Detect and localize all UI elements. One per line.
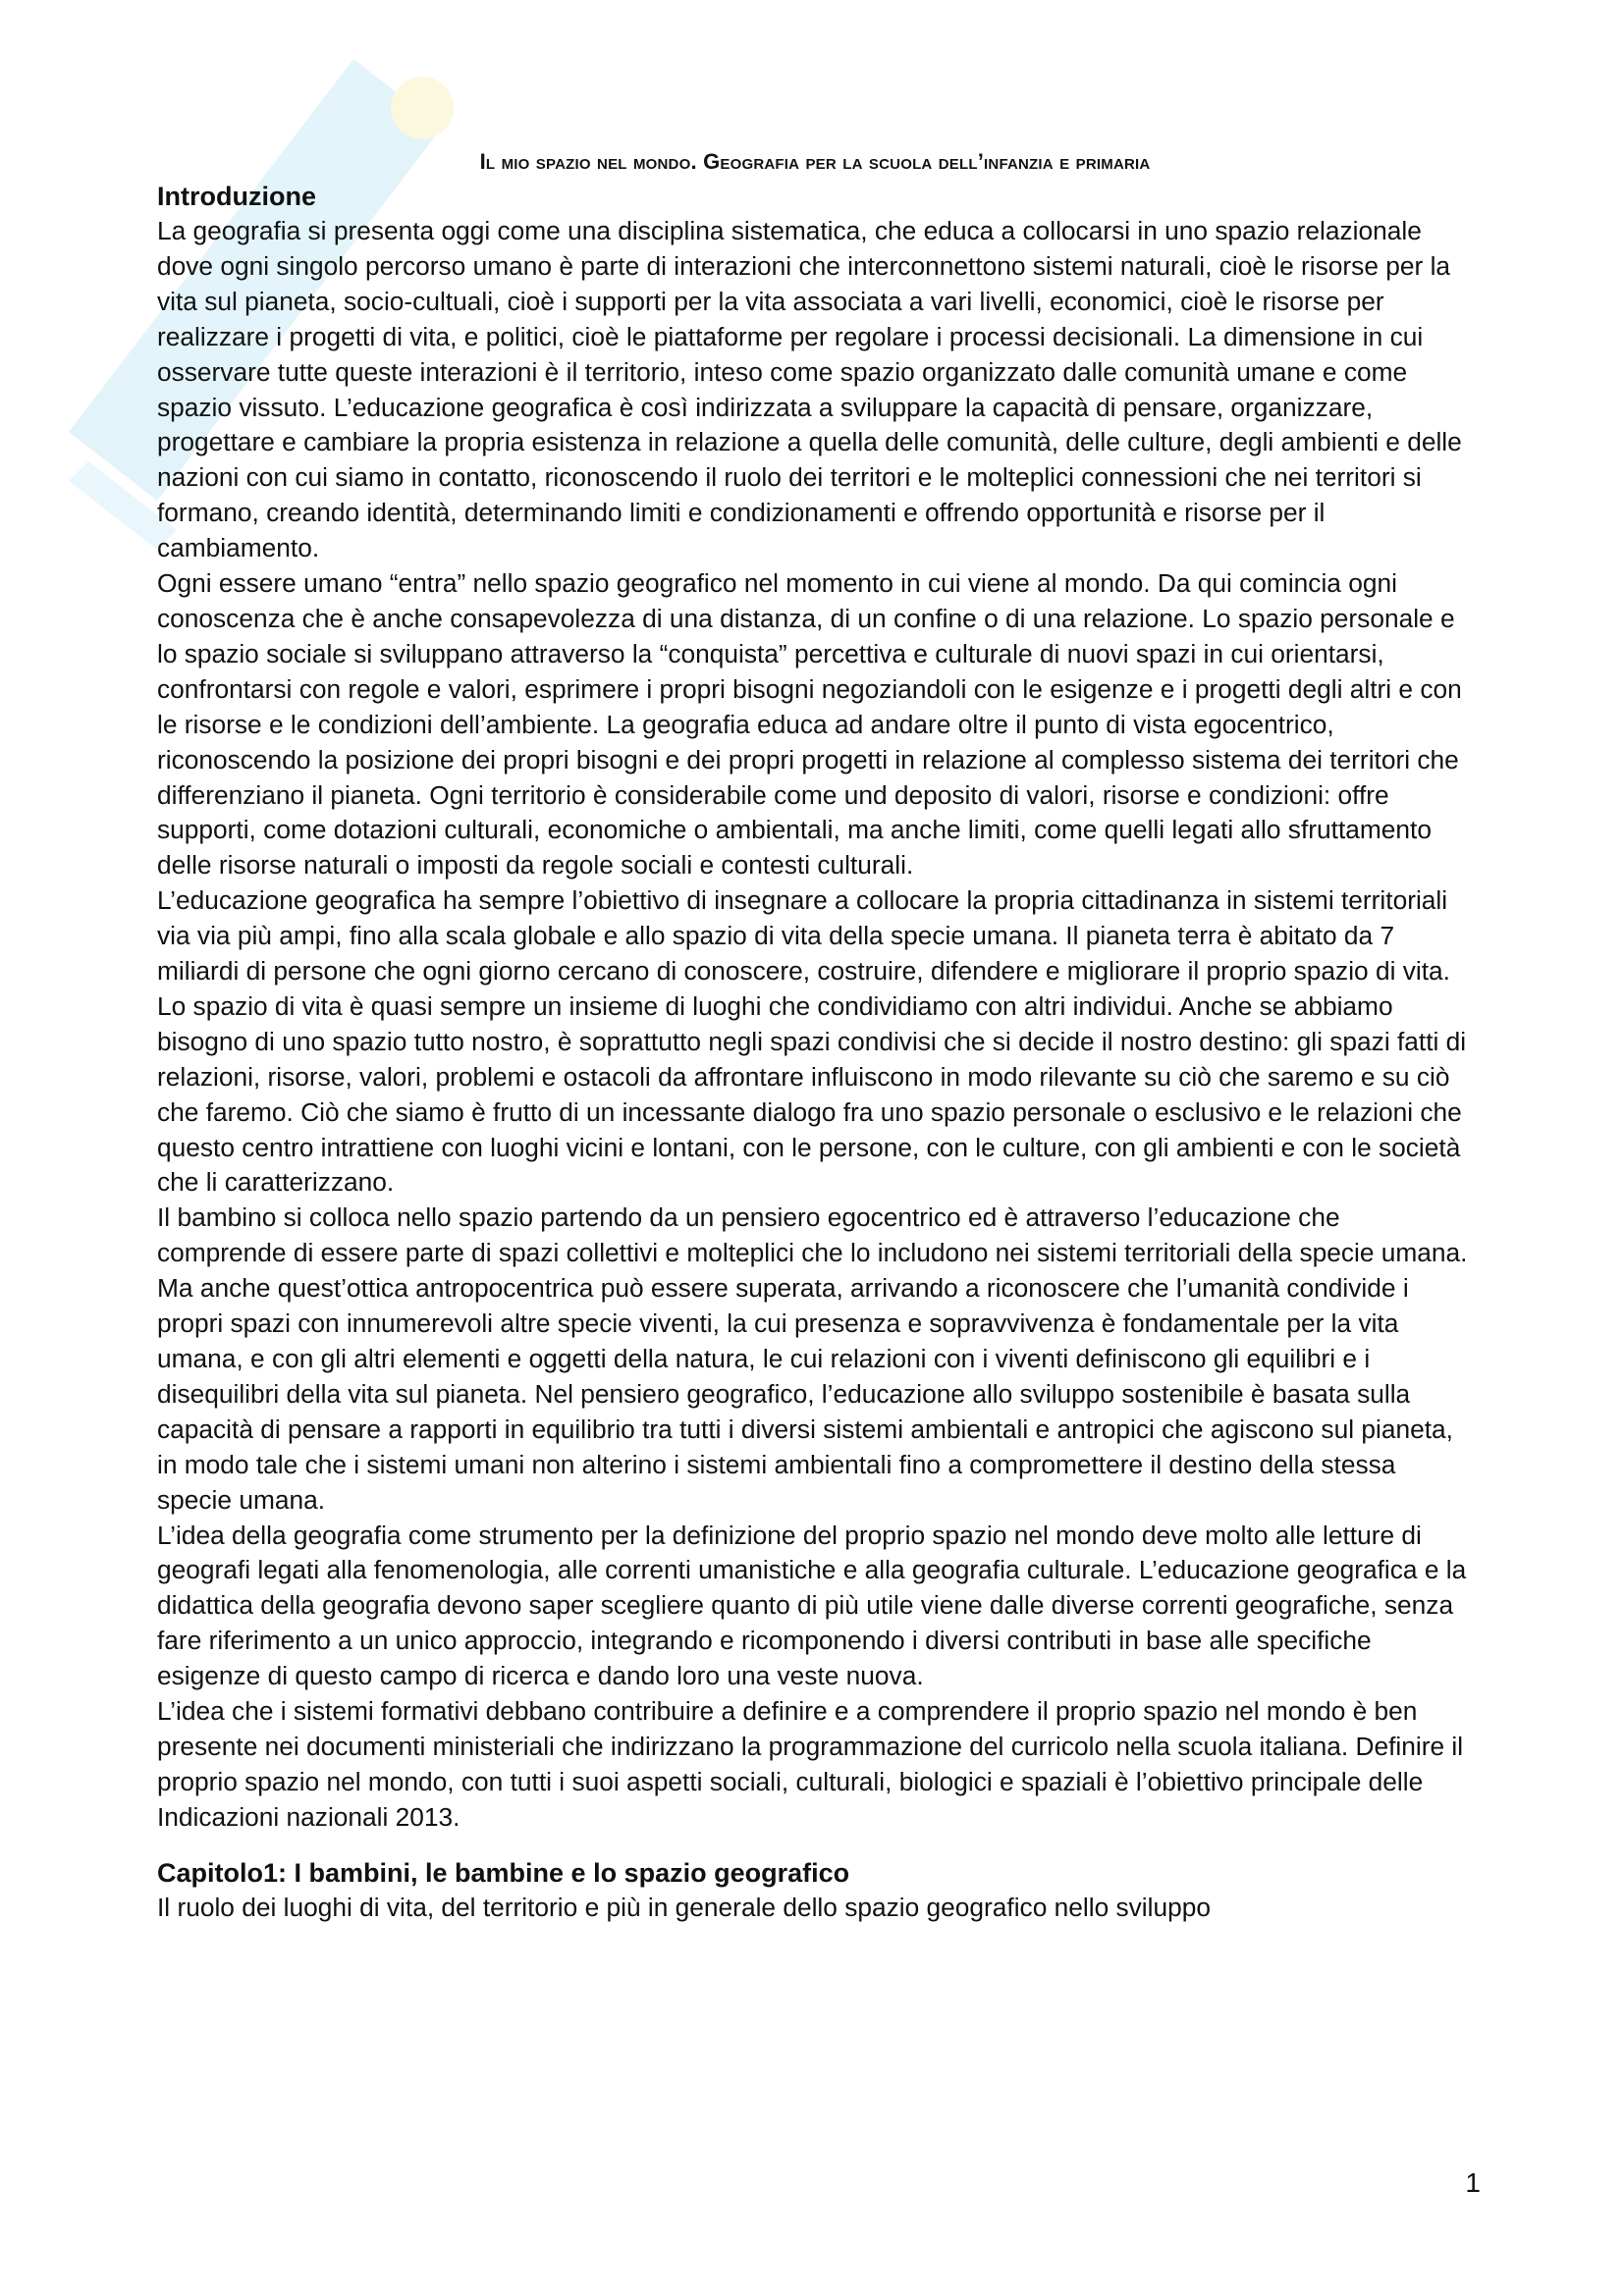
chapter-heading: Capitolo1: I bambini, le bambine e lo spazio geografico: [157, 1857, 850, 1888]
paragraph-4: Il bambino si colloca nello spazio partendo da un pensiero egocentrico ed è attraverso l’educazione che comprende di essere parte di spazi collettivi e molteplici che lo includono nei sistemi territoriali della specie umana. Ma anche quest’ottica antropocentrica può essere superata, arrivando a riconoscere che l’umanità condivide i propri spazi con innumerevoli altre specie viventi, la cui presenza e sopravvivenza è fondamentale per la vita umana, e con gli altri elementi e oggetti della natura, le cui relazioni con i viventi definiscono gli equilibri e i disequilibri della vita sul pianeta. Nel pensiero geografico, l’educazione allo sviluppo sostenibile è basata sulla capacità di pensare a rapporti in equilibrio tra tutti i diversi sistemi ambientali e antropici che agiscono sul pianeta, in modo tale che i sistemi umani non alterino i sistemi ambientali fino a compromettere il destino della stessa specie umana.: [157, 1202, 1468, 1515]
section-spacer: [157, 1836, 1473, 1855]
chapter-paragraph: Il ruolo dei luoghi di vita, del territorio e più in generale dello spazio geografico nello sviluppo: [157, 1892, 1211, 1922]
introduction-heading: Introduzione: [157, 182, 316, 211]
document-title: Il mio spazio nel mondo. Geografia per la scuola dell’infanzia e primaria: [479, 149, 1151, 174]
document-page: [157, 147, 1473, 1926]
paragraph-6: L’idea che i sistemi formativi debbano contribuire a definire e a comprendere il proprio spazio nel mondo è ben presente nei documenti ministeriali che indirizzano la programmazione del curricolo nella scuola italiana. Definire il proprio spazio nel mondo, con tutti i suoi aspetti sociali, culturali, biologici e spaziali è l’obiettivo principale delle Indicazioni nazionali 2013.: [157, 1696, 1464, 1832]
paragraph-3: L’educazione geografica ha sempre l’obiettivo di insegnare a collocare la propria cittadinanza in sistemi territoriali via via più ampi, fino alla scala globale e allo spazio di vita della specie umana. Il pianeta terra è abitato da 7 miliardi di persone che ogni giorno cercano di conoscere, costruire, difendere e migliorare il proprio spazio di vita. Lo spazio di vita è quasi sempre un insieme di luoghi che condividiamo con altri individui. Anche se abbiamo bisogno di uno spazio tutto nostro, è soprattutto negli spazi condivisi che si decide il nostro destino: gli spazi fatti di relazioni, risorse, valori, problemi e ostacoli da affrontare influiscono in modo rilevante su ciò che saremo e su ciò che faremo. Ciò che siamo è frutto di un incessante dialogo fra uno spazio personale o esclusivo e le relazioni che questo centro intrattiene con luoghi vicini e lontani, con le persone, con le culture, con gli ambienti e con le società che li caratterizzano.: [157, 885, 1467, 1198]
paragraph-2: Ogni essere umano “entra” nello spazio geografico nel momento in cui viene al mondo. Da qui comincia ogni conoscenza che è anche consapevolezza di una distanza, di un confine o di una relazione. Lo spazio personale e lo spazio sociale si sviluppano attraverso la “conquista” percettiva e culturale di nuovi spazi in cui orientarsi, confrontarsi con regole e valori, esprimere i propri bisogni negoziandoli con le esigenze e i progetti degli altri e con le risorse e le condizioni dell’ambiente. La geografia educa ad andare oltre il punto di vista egocentrico, riconoscendo la posizione dei propri bisogni e dei propri progetti in relazione al complesso sistema dei territori che differenziano il pianeta. Ogni territorio è considerabile come und deposito di valori, risorse e condizioni: offre supporti, come dotazioni culturali, economiche o ambientali, ma anche limiti, come quelli legati allo sfruttamento delle risorse naturali o imposti da regole sociali e contesti culturali.: [157, 568, 1462, 881]
page-number: 1: [1465, 2167, 1481, 2198]
paragraph-1: La geografia si presenta oggi come una disciplina sistematica, che educa a collocarsi in uno spazio relazionale dove ogni singolo percorso umano è parte di interazioni che interconnettono sistemi naturali, cioè le risorse per la vita sul pianeta, socio-cultuali, cioè i supporti per la vita associata a vari livelli, economici, cioè le risorse per realizzare i progetti di vita, e politici, cioè le piattaforme per regolare i processi decisionali. La dimensione in cui osservare tutte queste interazioni è il territorio, inteso come spazio organizzato dalle comunità umane e come spazio vissuto. L’educazione geografica è così indirizzata a sviluppare la capacità di pensare, organizzare, progettare e cambiare la propria esistenza in relazione a quella delle comunità, delle culture, degli ambienti e delle nazioni con cui siamo in contatto, riconoscendo il ruolo dei territori e le molteplici connessioni che nei territori si formano, creando identità, determinando limiti e condizionamenti e offrendo opportunità e risorse per il cambiamento.: [157, 216, 1462, 563]
paragraph-5: L’idea della geografia come strumento per la definizione del proprio spazio nel mondo deve molto alle letture di geografi legati alla fenomenologia, alle correnti umanistiche e alla geografia culturale. L’educazione geografica e la didattica della geografia devono saper scegliere quanto di più utile viene dalle diverse correnti geografiche, senza fare riferimento a un unico approccio, integrando e ricomponendo i diversi contributi in base alle specifiche esigenze di questo campo di ricerca e dando loro una veste nuova.: [157, 1520, 1467, 1691]
